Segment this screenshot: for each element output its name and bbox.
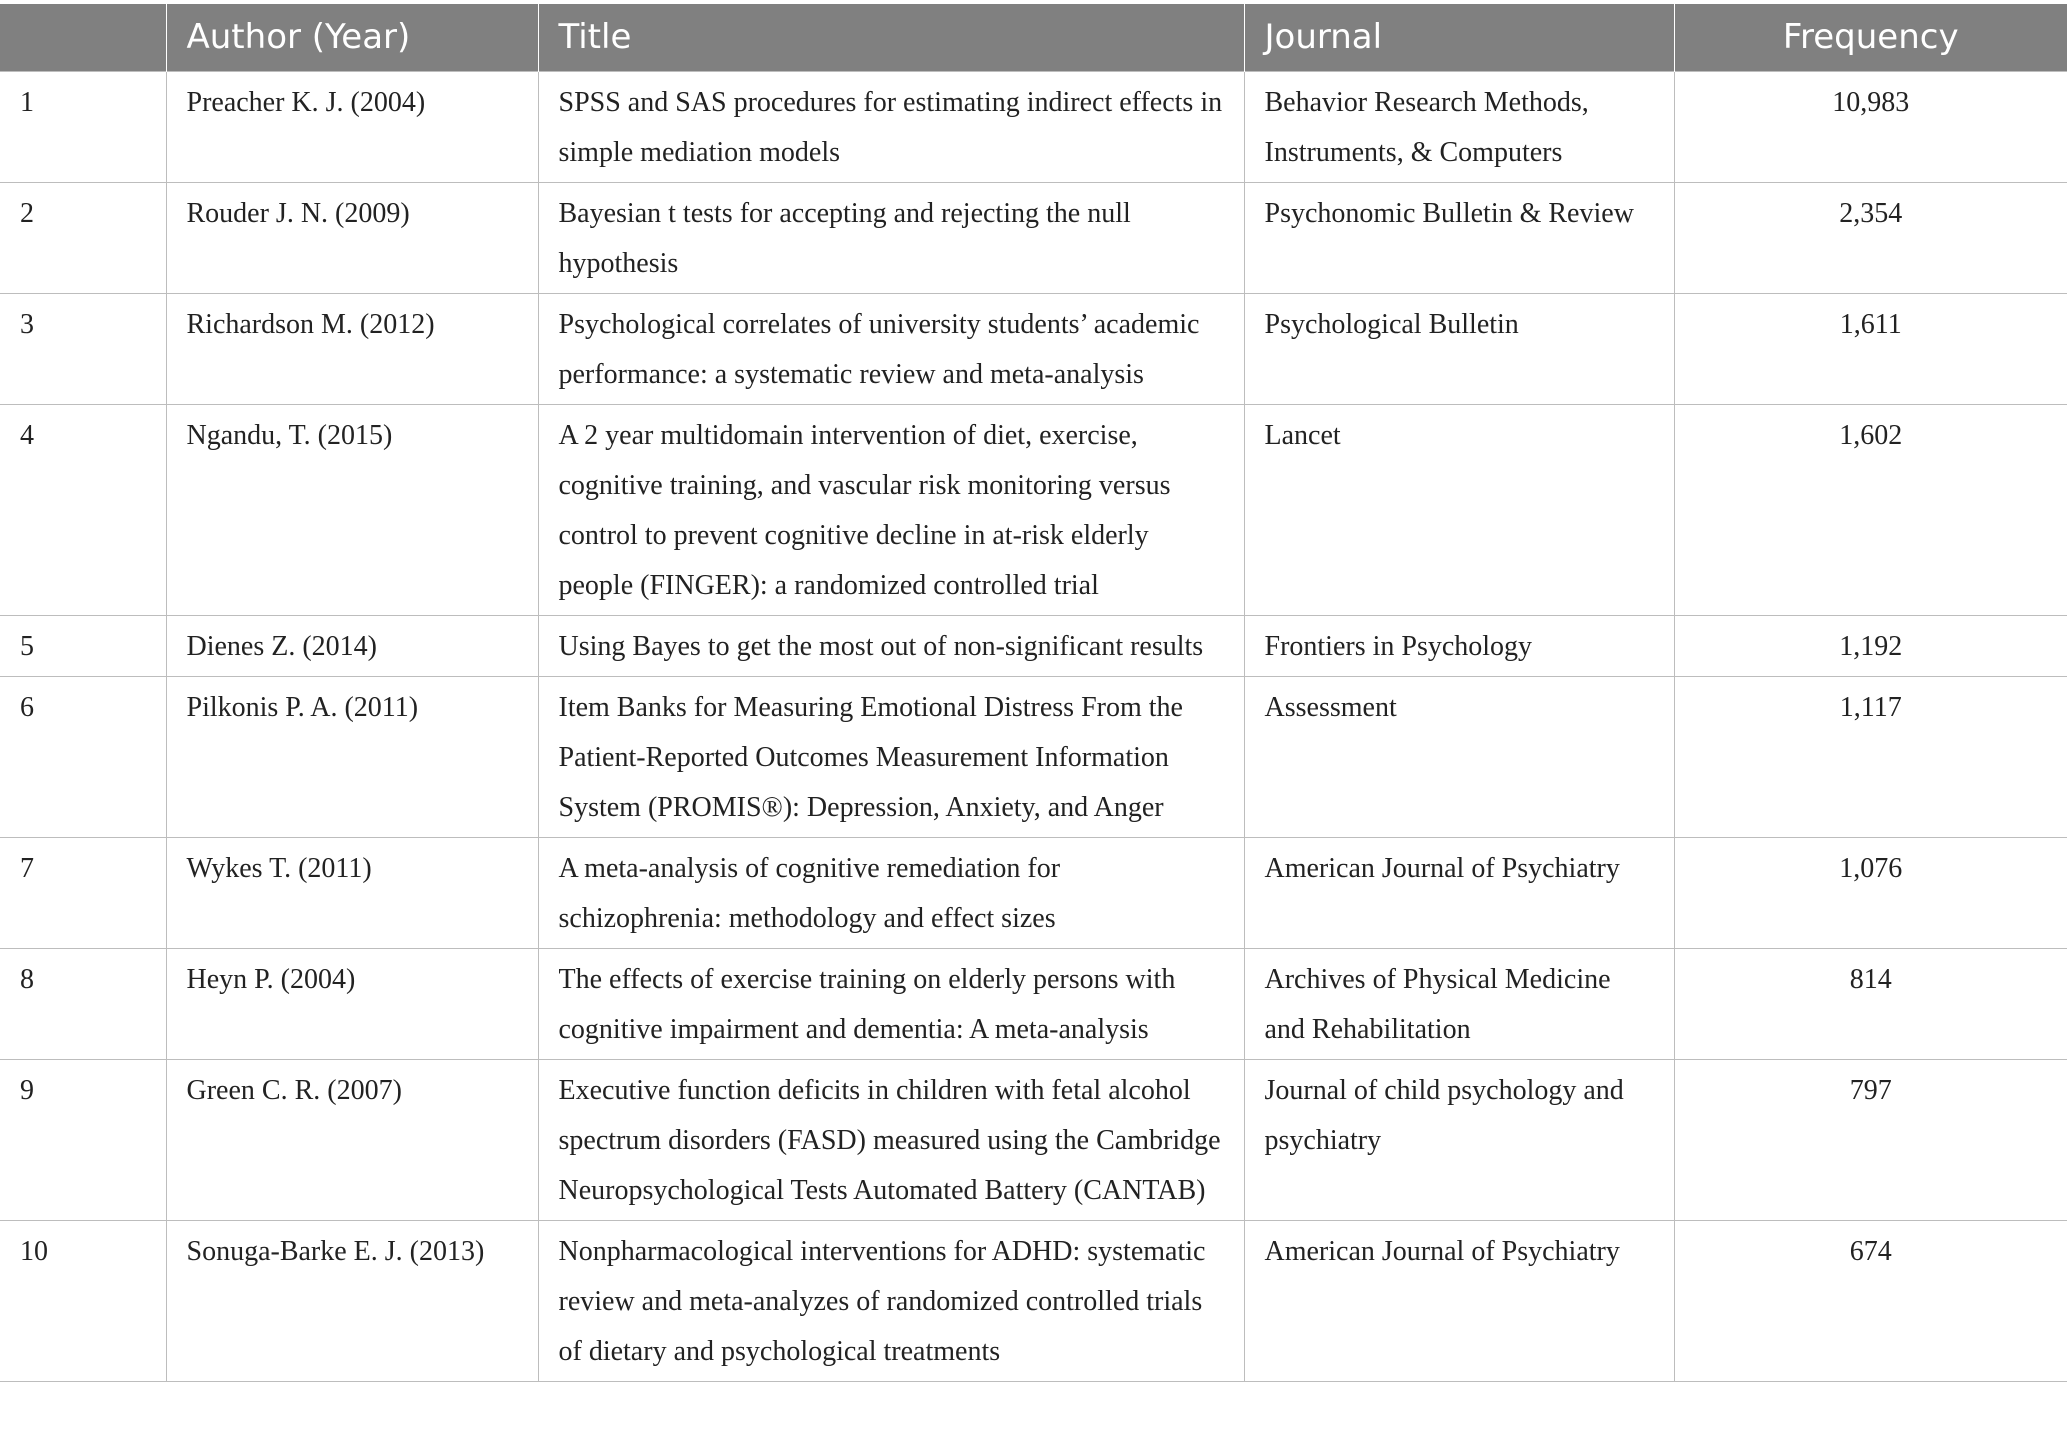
cell-author-year: Heyn P. (2004) (166, 948, 538, 1059)
cell-title: Executive function deficits in children with fetal alcohol spectrum disorders (FASD) measured using the Cambridge Neuropsychological Tests Automated Battery (CANTAB) (538, 1059, 1244, 1220)
cell-rank: 3 (0, 293, 166, 404)
table-row (0, 71, 2067, 182)
cell-rank: 4 (0, 404, 166, 615)
table-row (0, 1220, 2067, 1381)
cell-author-year: Richardson M. (2012) (166, 293, 538, 404)
table-header (0, 4, 2067, 71)
cell-journal: Journal of child psychology and psychiatry (1244, 1059, 1674, 1220)
cell-frequency: 10,983 (1674, 71, 2067, 182)
table-row (0, 1059, 2067, 1220)
cell-journal: Behavior Research Methods, Instruments, & Computers (1244, 71, 1674, 182)
cell-journal: American Journal of Psychiatry (1244, 837, 1674, 948)
cell-frequency: 1,192 (1674, 615, 2067, 676)
cell-author-year: Ngandu, T. (2015) (166, 404, 538, 615)
cell-rank: 5 (0, 615, 166, 676)
header-frequency: Frequency (1674, 4, 2067, 71)
cell-author-year: Sonuga-Barke E. J. (2013) (166, 1220, 538, 1381)
cell-rank: 8 (0, 948, 166, 1059)
cell-title: A meta-analysis of cognitive remediation for schizophrenia: methodology and effect sizes (538, 837, 1244, 948)
cell-author-year: Pilkonis P. A. (2011) (166, 676, 538, 837)
table-row (0, 293, 2067, 404)
cell-title: Nonpharmacological interventions for ADHD: systematic review and meta-analyzes of randomized controlled trials of dietary and psychological treatments (538, 1220, 1244, 1381)
header-journal: Journal (1244, 4, 1674, 71)
cell-author-year: Dienes Z. (2014) (166, 615, 538, 676)
table-row (0, 404, 2067, 615)
table-row (0, 837, 2067, 948)
cell-title: A 2 year multidomain intervention of diet, exercise, cognitive training, and vascular risk monitoring versus control to prevent cognitive decline in at-risk elderly people (FINGER): a randomized controlled trial (538, 404, 1244, 615)
cell-title: SPSS and SAS procedures for estimating indirect effects in simple mediation models (538, 71, 1244, 182)
header-title: Title (538, 4, 1244, 71)
header-rank (0, 4, 166, 71)
table-row (0, 182, 2067, 293)
cell-frequency: 797 (1674, 1059, 2067, 1220)
cell-author-year: Rouder J. N. (2009) (166, 182, 538, 293)
table-body (0, 71, 2067, 1381)
header-author-year: Author (Year) (166, 4, 538, 71)
header-row (0, 4, 2067, 71)
cell-author-year: Wykes T. (2011) (166, 837, 538, 948)
cell-frequency: 1,602 (1674, 404, 2067, 615)
cell-rank: 6 (0, 676, 166, 837)
cell-journal: Frontiers in Psychology (1244, 615, 1674, 676)
cell-journal: Assessment (1244, 676, 1674, 837)
cell-journal: American Journal of Psychiatry (1244, 1220, 1674, 1381)
cell-author-year: Preacher K. J. (2004) (166, 71, 538, 182)
cell-frequency: 674 (1674, 1220, 2067, 1381)
cell-journal: Lancet (1244, 404, 1674, 615)
cell-journal: Psychonomic Bulletin & Review (1244, 182, 1674, 293)
cell-title: Item Banks for Measuring Emotional Distress From the Patient-Reported Outcomes Measurement Information System (PROMIS®): Depression, Anxiety, and Anger (538, 676, 1244, 837)
citation-table (0, 4, 2067, 1382)
table-row (0, 676, 2067, 837)
cell-journal: Psychological Bulletin (1244, 293, 1674, 404)
citation-table-container (0, 4, 2067, 1382)
cell-rank: 9 (0, 1059, 166, 1220)
cell-frequency: 1,117 (1674, 676, 2067, 837)
cell-frequency: 2,354 (1674, 182, 2067, 293)
cell-author-year: Green C. R. (2007) (166, 1059, 538, 1220)
cell-rank: 2 (0, 182, 166, 293)
table-row (0, 615, 2067, 676)
cell-title: Bayesian t tests for accepting and rejecting the null hypothesis (538, 182, 1244, 293)
cell-journal: Archives of Physical Medicine and Rehabilitation (1244, 948, 1674, 1059)
table-row (0, 948, 2067, 1059)
cell-rank: 1 (0, 71, 166, 182)
cell-frequency: 1,076 (1674, 837, 2067, 948)
cell-title: The effects of exercise training on elderly persons with cognitive impairment and dementia: A meta-analysis (538, 948, 1244, 1059)
cell-rank: 7 (0, 837, 166, 948)
cell-rank: 10 (0, 1220, 166, 1381)
cell-frequency: 814 (1674, 948, 2067, 1059)
cell-frequency: 1,611 (1674, 293, 2067, 404)
cell-title: Using Bayes to get the most out of non-significant results (538, 615, 1244, 676)
cell-title: Psychological correlates of university students’ academic performance: a systematic review and meta-analysis (538, 293, 1244, 404)
